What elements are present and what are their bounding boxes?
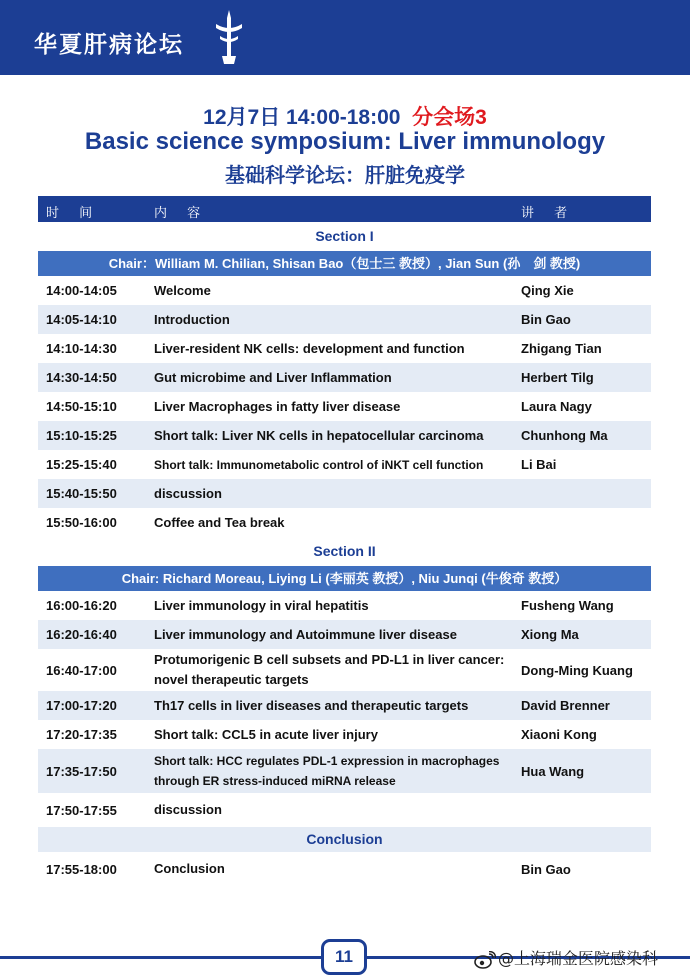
table-row <box>38 852 651 886</box>
table-row <box>38 793 651 827</box>
watermark-text: @上海瑞金医院感染科 <box>498 949 659 968</box>
header-speaker: 讲 者 <box>521 206 576 221</box>
row-topic: Th17 cells in liver diseases and therapeutic targets <box>154 697 469 713</box>
table-header <box>38 196 651 222</box>
row-time: 15:50-16:00 <box>46 515 117 530</box>
header-content: 内 容 <box>154 206 209 221</box>
session-venue: 分会场3 <box>412 106 487 129</box>
row-topic: Welcome <box>154 282 211 298</box>
row-time: 17:20-17:35 <box>46 727 117 742</box>
row-topic: Coffee and Tea break <box>154 514 285 530</box>
table-row <box>38 720 651 749</box>
row-topic: Protumorigenic B cell subsets and PD-L1 in liver cancer: novel therapeutic targets <box>154 652 505 687</box>
row-topic: Liver Macrophages in fatty liver disease <box>154 398 401 414</box>
row-topic: discussion <box>154 802 222 817</box>
row-topic: Short talk: HCC regulates PDL-1 expression in macrophages through ER stress-induced miRNA release <box>154 754 500 788</box>
schedule-table <box>38 196 651 886</box>
table-row <box>38 421 651 450</box>
table-row <box>38 649 651 691</box>
table-row <box>38 508 651 537</box>
section-title: Section I <box>315 228 374 244</box>
row-speaker: Dong-Ming Kuang <box>521 662 633 678</box>
row-time: 14:50-15:10 <box>46 399 117 414</box>
section-title: Conclusion <box>38 827 651 852</box>
row-time: 14:30-14:50 <box>46 370 117 385</box>
row-time: 17:50-17:55 <box>46 802 117 818</box>
session-date-line <box>0 101 690 131</box>
row-speaker: Xiong Ma <box>521 627 579 642</box>
row-speaker <box>521 479 649 508</box>
section-chair: Chair：William M. Chilian, Shisan Bao（包士三 教授）, Jian Sun (孙 剑 教授) <box>38 251 651 276</box>
row-speaker: Laura Nagy <box>521 399 592 414</box>
page-footer <box>0 936 690 980</box>
session-date-time: 12月7日 14:00-18:00 <box>203 106 401 129</box>
row-speaker: Bin Gao <box>521 861 571 877</box>
table-row <box>38 591 651 620</box>
row-speaker: David Brenner <box>521 698 610 713</box>
table-row <box>38 305 651 334</box>
table-row <box>38 749 651 793</box>
table-row <box>38 620 651 649</box>
weibo-icon <box>474 951 496 969</box>
row-topic: Short talk: CCL5 in acute liver injury <box>154 726 378 742</box>
table-row <box>38 334 651 363</box>
row-speaker: Qing Xie <box>521 283 574 298</box>
row-time: 16:00-16:20 <box>46 598 117 613</box>
row-topic: Liver-resident NK cells: development and function <box>154 340 465 356</box>
session-title-en: Basic science symposium: Liver immunology <box>84 128 606 155</box>
top-banner <box>0 0 690 75</box>
row-topic: Conclusion <box>154 861 225 876</box>
forum-logo-text: 华夏肝病论坛 <box>34 32 184 58</box>
weibo-watermark <box>474 946 658 969</box>
row-speaker <box>521 508 649 537</box>
row-time: 14:00-14:05 <box>46 283 117 298</box>
row-speaker: Hua Wang <box>521 763 585 779</box>
row-speaker <box>521 793 649 827</box>
row-time: 17:35-17:50 <box>46 763 117 779</box>
table-row <box>38 363 651 392</box>
row-time: 17:00-17:20 <box>46 698 117 713</box>
row-topic: Introduction <box>154 311 230 327</box>
row-time: 16:20-16:40 <box>46 627 117 642</box>
row-speaker: Fusheng Wang <box>521 598 614 613</box>
row-topic: Short talk: Liver NK cells in hepatocellular carcinoma <box>154 427 484 443</box>
section-title: Section II <box>313 543 376 559</box>
row-topic: Short talk: Immunometabolic control of iNKT cell function <box>154 457 484 472</box>
row-speaker: Bin Gao <box>521 312 571 327</box>
header-time: 时 间 <box>46 206 101 221</box>
row-speaker: Li Bai <box>521 457 557 472</box>
page-number: 11 <box>321 939 367 975</box>
table-row <box>38 691 651 720</box>
row-topic: Liver immunology and Autoimmune liver disease <box>154 626 457 642</box>
table-row <box>38 392 651 421</box>
forum-logo-icon <box>212 8 246 66</box>
row-speaker: Herbert Tilg <box>521 370 594 385</box>
row-time: 14:10-14:30 <box>46 341 117 356</box>
row-speaker: Chunhong Ma <box>521 428 608 443</box>
row-time: 14:05-14:10 <box>46 312 117 327</box>
row-topic: discussion <box>154 485 222 501</box>
row-time: 17:55-18:00 <box>46 861 117 877</box>
section-chair: Chair: Richard Moreau, Liying Li (李丽英 教授）, Niu Junqi (牛俊奇 教授） <box>38 566 651 591</box>
row-time: 16:40-17:00 <box>46 662 117 678</box>
row-speaker: Zhigang Tian <box>521 341 602 356</box>
row-topic: Liver immunology in viral hepatitis <box>154 597 369 613</box>
table-row <box>38 479 651 508</box>
table-row <box>38 276 651 305</box>
row-time: 15:25-15:40 <box>46 457 117 472</box>
table-row <box>38 450 651 479</box>
row-time: 15:10-15:25 <box>46 428 117 443</box>
row-speaker: Xiaoni Kong <box>521 727 597 742</box>
session-title-zh: 基础科学论坛：肝脏免疫学 <box>225 163 465 187</box>
row-topic: Gut microbime and Liver Inflammation <box>154 369 392 385</box>
row-time: 15:40-15:50 <box>46 486 117 501</box>
